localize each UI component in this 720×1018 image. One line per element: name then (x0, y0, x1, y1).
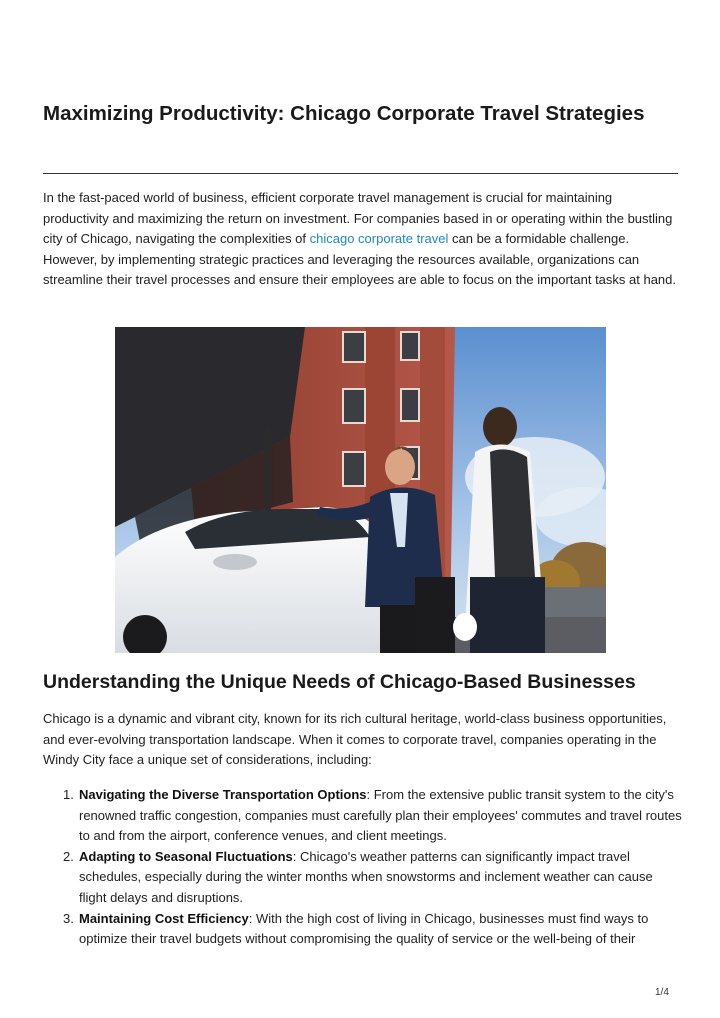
page-number: 1/4 (655, 987, 669, 998)
list-item-number: 2. (63, 848, 74, 864)
list-item-text: : With the high cost of living in Chicago, businesses must find ways to optimize their travel budgets without compromising the quality of service or the well-being of their (79, 910, 649, 947)
considerations-list (43, 785, 683, 950)
intro-text-end: can be a formidable challenge. However, by implementing strategic practices and leveraging the resources available, organizations can streamline their travel processes and ensure their employees are able to focus on the important tasks at hand. (43, 231, 677, 288)
list-item (43, 847, 683, 909)
section-heading: Understanding the Unique Needs of Chicago-Based Businesses (43, 671, 636, 693)
list-item-text: : Chicago's weather patterns can significantly impact travel schedules, especially during the winter months when snowstorms and inclement weather can cause flight delays and disruptions. (79, 848, 653, 905)
chicago-corporate-travel-link[interactable]: chicago corporate travel (309, 231, 449, 247)
list-item-number: 1. (63, 787, 74, 802)
list-item-heading: Maintaining Cost Efficiency (79, 910, 249, 926)
chauffeur-greeting-photo (115, 327, 606, 653)
list-item-heading: Adapting to Seasonal Fluctuations (79, 848, 293, 864)
list-item-heading: Navigating the Diverse Transportation Options (79, 787, 367, 802)
list-item (43, 785, 683, 847)
list-item-number: 3. (63, 910, 74, 926)
title-divider (43, 173, 678, 174)
section-paragraph: Chicago is a dynamic and vibrant city, known for its rich cultural heritage, world-class business opportunities, and ever-evolving transportation landscape. When it comes to corporate travel, companies operating in the Windy City face a unique set of considerations, including: (43, 711, 667, 768)
page-title: Maximizing Productivity: Chicago Corporate Travel Strategies (43, 102, 645, 125)
intro-paragraph (43, 188, 678, 291)
list-item (43, 909, 683, 950)
list-item-text: : From the extensive public transit system to the city's renowned traffic congestion, companies must carefully plan their employees' commutes and travel routes to and from the airport, conference venues, and client meetings. (79, 787, 682, 844)
intro-text-start: In the fast-paced world of business, efficient corporate travel management is crucial for maintaining productivity and maximizing the return on investment. For companies based in or operating within the bustling city of Chicago, navigating the complexities of (43, 190, 673, 247)
